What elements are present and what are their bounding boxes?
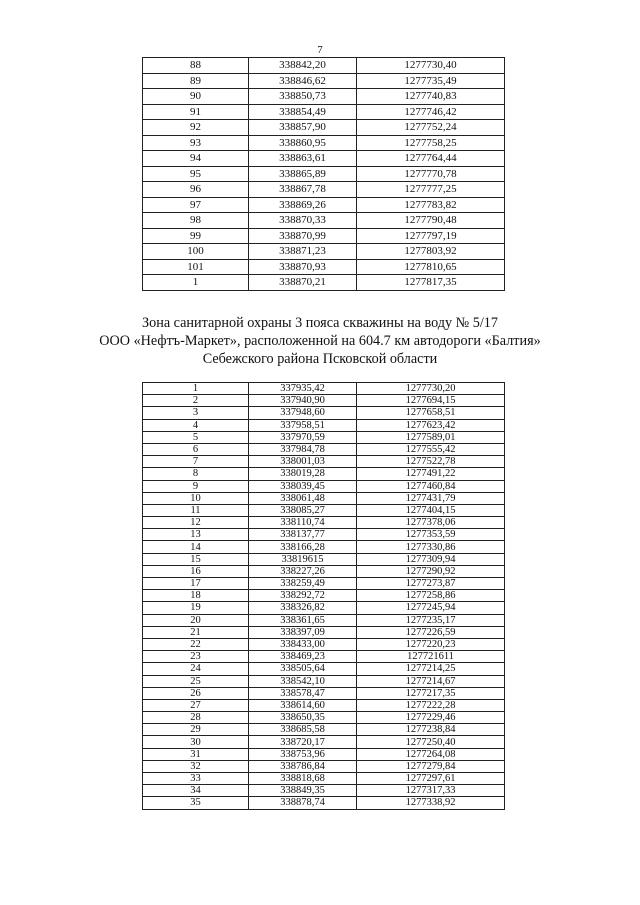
point-number-cell: 90 (143, 89, 249, 105)
point-number-cell: 98 (143, 213, 249, 229)
zone-3-coordinates-table (142, 382, 505, 810)
point-number-cell: 97 (143, 197, 249, 213)
y-coordinate-cell: 1277589,01 (357, 431, 505, 443)
y-coordinate-cell: 1277746,42 (357, 104, 505, 120)
point-number-cell: 26 (143, 687, 249, 699)
y-coordinate-cell: 1277297,61 (357, 773, 505, 785)
point-number-cell: 10 (143, 492, 249, 504)
y-coordinate-cell: 1277214,67 (357, 675, 505, 687)
point-number-cell: 25 (143, 675, 249, 687)
y-coordinate-cell: 1277330,86 (357, 541, 505, 553)
y-coordinate-cell: 1277264,08 (357, 748, 505, 760)
table-row (143, 760, 505, 772)
x-coordinate-cell: 338001,03 (249, 456, 357, 468)
y-coordinate-cell: 1277404,15 (357, 504, 505, 516)
y-coordinate-cell: 1277797,19 (357, 228, 505, 244)
x-coordinate-cell: 337935,42 (249, 383, 357, 395)
x-coordinate-cell: 337958,51 (249, 419, 357, 431)
table-row (143, 135, 505, 151)
point-number-cell: 24 (143, 663, 249, 675)
table-row (143, 736, 505, 748)
table-row (143, 213, 505, 229)
y-coordinate-cell: 1277790,48 (357, 213, 505, 229)
x-coordinate-cell: 338870,93 (249, 259, 357, 275)
zone-caption (0, 314, 640, 368)
point-number-cell: 14 (143, 541, 249, 553)
y-coordinate-cell: 1277777,25 (357, 182, 505, 198)
y-coordinate-cell: 1277623,42 (357, 419, 505, 431)
table-row (143, 590, 505, 602)
table-row (143, 431, 505, 443)
x-coordinate-cell: 338850,73 (249, 89, 357, 105)
table-row (143, 651, 505, 663)
table-row (143, 259, 505, 275)
x-coordinate-cell: 338505,64 (249, 663, 357, 675)
y-coordinate-cell: 1277217,35 (357, 687, 505, 699)
page-number: 7 (317, 44, 323, 56)
x-coordinate-cell: 338433,00 (249, 638, 357, 650)
x-coordinate-cell: 338818,68 (249, 773, 357, 785)
table-row (143, 565, 505, 577)
point-number-cell: 35 (143, 797, 249, 809)
table-row (143, 626, 505, 638)
x-coordinate-cell: 338867,78 (249, 182, 357, 198)
table-row (143, 699, 505, 711)
y-coordinate-cell: 1277764,44 (357, 151, 505, 167)
point-number-cell: 8 (143, 468, 249, 480)
x-coordinate-cell: 338860,95 (249, 135, 357, 151)
point-number-cell: 89 (143, 73, 249, 89)
point-number-cell: 88 (143, 58, 249, 74)
table-row (143, 492, 505, 504)
x-coordinate-cell: 338878,74 (249, 797, 357, 809)
table-row (143, 407, 505, 419)
point-number-cell: 1 (143, 275, 249, 291)
x-coordinate-cell: 338227,26 (249, 565, 357, 577)
table-row (143, 89, 505, 105)
x-coordinate-cell: 338061,48 (249, 492, 357, 504)
table-row (143, 504, 505, 516)
y-coordinate-cell: 1277273,87 (357, 578, 505, 590)
x-coordinate-cell: 338292,72 (249, 590, 357, 602)
x-coordinate-cell: 337984,78 (249, 443, 357, 455)
x-coordinate-cell: 338871,23 (249, 244, 357, 260)
table2-body (143, 383, 505, 810)
y-coordinate-cell: 1277460,84 (357, 480, 505, 492)
table-row (143, 602, 505, 614)
x-coordinate-cell: 338720,17 (249, 736, 357, 748)
table-row (143, 182, 505, 198)
x-coordinate-cell: 338085,27 (249, 504, 357, 516)
x-coordinate-cell: 338842,20 (249, 58, 357, 74)
table-row (143, 797, 505, 809)
y-coordinate-cell: 1277222,28 (357, 699, 505, 711)
table-row (143, 197, 505, 213)
y-coordinate-cell: 1277220,23 (357, 638, 505, 650)
table-row (143, 383, 505, 395)
table-row (143, 687, 505, 699)
x-coordinate-cell: 338326,82 (249, 602, 357, 614)
x-coordinate-cell: 338019,28 (249, 468, 357, 480)
point-number-cell: 20 (143, 614, 249, 626)
x-coordinate-cell: 338869,26 (249, 197, 357, 213)
x-coordinate-cell: 338137,77 (249, 529, 357, 541)
caption-line-1: Зона санитарной охраны 3 пояса скважины на воду № 5/17 (142, 315, 498, 331)
table-row (143, 244, 505, 260)
table-row (143, 663, 505, 675)
x-coordinate-cell: 338870,99 (249, 228, 357, 244)
x-coordinate-cell: 338857,90 (249, 120, 357, 136)
y-coordinate-cell: 1277238,84 (357, 724, 505, 736)
y-coordinate-cell: 1277279,84 (357, 760, 505, 772)
x-coordinate-cell: 338166,28 (249, 541, 357, 553)
point-number-cell: 30 (143, 736, 249, 748)
point-number-cell: 93 (143, 135, 249, 151)
x-coordinate-cell: 338469,23 (249, 651, 357, 663)
table-row (143, 773, 505, 785)
y-coordinate-cell: 1277226,59 (357, 626, 505, 638)
y-coordinate-cell: 1277817,35 (357, 275, 505, 291)
point-number-cell: 23 (143, 651, 249, 663)
table-row (143, 443, 505, 455)
table-row (143, 553, 505, 565)
x-coordinate-cell: 338863,61 (249, 151, 357, 167)
point-number-cell: 19 (143, 602, 249, 614)
table-row (143, 456, 505, 468)
table-row (143, 395, 505, 407)
table-row (143, 529, 505, 541)
point-number-cell: 13 (143, 529, 249, 541)
table-row (143, 578, 505, 590)
y-coordinate-cell: 1277309,94 (357, 553, 505, 565)
y-coordinate-cell: 1277378,06 (357, 517, 505, 529)
point-number-cell: 9 (143, 480, 249, 492)
table-row (143, 468, 505, 480)
x-coordinate-cell: 338865,89 (249, 166, 357, 182)
table-row (143, 480, 505, 492)
point-number-cell: 3 (143, 407, 249, 419)
x-coordinate-cell: 338753,96 (249, 748, 357, 760)
x-coordinate-cell: 338854,49 (249, 104, 357, 120)
table-row (143, 104, 505, 120)
point-number-cell: 28 (143, 712, 249, 724)
table-row (143, 724, 505, 736)
y-coordinate-cell: 1277250,40 (357, 736, 505, 748)
point-number-cell: 32 (143, 760, 249, 772)
point-number-cell: 16 (143, 565, 249, 577)
point-number-cell: 95 (143, 166, 249, 182)
y-coordinate-cell: 1277658,51 (357, 407, 505, 419)
y-coordinate-cell: 1277694,15 (357, 395, 505, 407)
y-coordinate-cell: 1277229,46 (357, 712, 505, 724)
caption-line-3: Себежского района Псковской области (202, 351, 438, 367)
x-coordinate-cell: 338685,58 (249, 724, 357, 736)
x-coordinate-cell: 338849,35 (249, 785, 357, 797)
y-coordinate-cell: 1277752,24 (357, 120, 505, 136)
x-coordinate-cell: 338542,10 (249, 675, 357, 687)
point-number-cell: 92 (143, 120, 249, 136)
table-row (143, 614, 505, 626)
y-coordinate-cell: 1277803,92 (357, 244, 505, 260)
table-row (143, 166, 505, 182)
y-coordinate-cell: 1277810,65 (357, 259, 505, 275)
table-row (143, 748, 505, 760)
point-number-cell: 34 (143, 785, 249, 797)
x-coordinate-cell: 338361,65 (249, 614, 357, 626)
table-row (143, 58, 505, 74)
x-coordinate-cell: 338397,09 (249, 626, 357, 638)
point-number-cell: 18 (143, 590, 249, 602)
table-row (143, 151, 505, 167)
point-number-cell: 17 (143, 578, 249, 590)
y-coordinate-cell: 1277730,40 (357, 58, 505, 74)
y-coordinate-cell: 1277353,59 (357, 529, 505, 541)
x-coordinate-cell: 338870,21 (249, 275, 357, 291)
point-number-cell: 4 (143, 419, 249, 431)
table-row (143, 73, 505, 89)
y-coordinate-cell: 1277555,42 (357, 443, 505, 455)
y-coordinate-cell: 1277235,17 (357, 614, 505, 626)
y-coordinate-cell: 1277431,79 (357, 492, 505, 504)
x-coordinate-cell: 338846,62 (249, 73, 357, 89)
point-number-cell: 7 (143, 456, 249, 468)
y-coordinate-cell: 1277740,83 (357, 89, 505, 105)
table-row (143, 785, 505, 797)
coordinates-table-continued (142, 57, 505, 291)
point-number-cell: 11 (143, 504, 249, 516)
point-number-cell: 33 (143, 773, 249, 785)
point-number-cell: 31 (143, 748, 249, 760)
table-row (143, 120, 505, 136)
x-coordinate-cell: 338786,84 (249, 760, 357, 772)
table-row (143, 419, 505, 431)
y-coordinate-cell: 1277758,25 (357, 135, 505, 151)
x-coordinate-cell: 338110,74 (249, 517, 357, 529)
x-coordinate-cell: 338614,60 (249, 699, 357, 711)
y-coordinate-cell: 1277338,92 (357, 797, 505, 809)
point-number-cell: 22 (143, 638, 249, 650)
x-coordinate-cell: 338259,49 (249, 578, 357, 590)
y-coordinate-cell: 1277522,78 (357, 456, 505, 468)
x-coordinate-cell: 338870,33 (249, 213, 357, 229)
point-number-cell: 91 (143, 104, 249, 120)
point-number-cell: 15 (143, 553, 249, 565)
point-number-cell: 101 (143, 259, 249, 275)
table1-body (143, 58, 505, 291)
point-number-cell: 12 (143, 517, 249, 529)
point-number-cell: 94 (143, 151, 249, 167)
point-number-cell: 29 (143, 724, 249, 736)
y-coordinate-cell: 127721611 (357, 651, 505, 663)
table-row (143, 275, 505, 291)
x-coordinate-cell: 338650,35 (249, 712, 357, 724)
x-coordinate-cell: 337948,60 (249, 407, 357, 419)
y-coordinate-cell: 1277290,92 (357, 565, 505, 577)
table-row (143, 541, 505, 553)
point-number-cell: 96 (143, 182, 249, 198)
table-row (143, 675, 505, 687)
point-number-cell: 6 (143, 443, 249, 455)
x-coordinate-cell: 337940,90 (249, 395, 357, 407)
x-coordinate-cell: 337970,59 (249, 431, 357, 443)
y-coordinate-cell: 1277245,94 (357, 602, 505, 614)
y-coordinate-cell: 1277258,86 (357, 590, 505, 602)
table-row (143, 517, 505, 529)
table-row (143, 638, 505, 650)
x-coordinate-cell: 338039,45 (249, 480, 357, 492)
point-number-cell: 27 (143, 699, 249, 711)
point-number-cell: 21 (143, 626, 249, 638)
y-coordinate-cell: 1277770,78 (357, 166, 505, 182)
table-row (143, 712, 505, 724)
y-coordinate-cell: 1277730,20 (357, 383, 505, 395)
y-coordinate-cell: 1277783,82 (357, 197, 505, 213)
point-number-cell: 1 (143, 383, 249, 395)
point-number-cell: 99 (143, 228, 249, 244)
y-coordinate-cell: 1277491,22 (357, 468, 505, 480)
y-coordinate-cell: 1277317,33 (357, 785, 505, 797)
table-row (143, 228, 505, 244)
x-coordinate-cell: 33819615 (249, 553, 357, 565)
point-number-cell: 2 (143, 395, 249, 407)
point-number-cell: 5 (143, 431, 249, 443)
y-coordinate-cell: 1277735,49 (357, 73, 505, 89)
caption-line-2: ООО «Нефтъ-Маркет», расположенной на 604.7 км автодороги «Балтия» (99, 333, 541, 349)
point-number-cell: 100 (143, 244, 249, 260)
y-coordinate-cell: 1277214,25 (357, 663, 505, 675)
x-coordinate-cell: 338578,47 (249, 687, 357, 699)
